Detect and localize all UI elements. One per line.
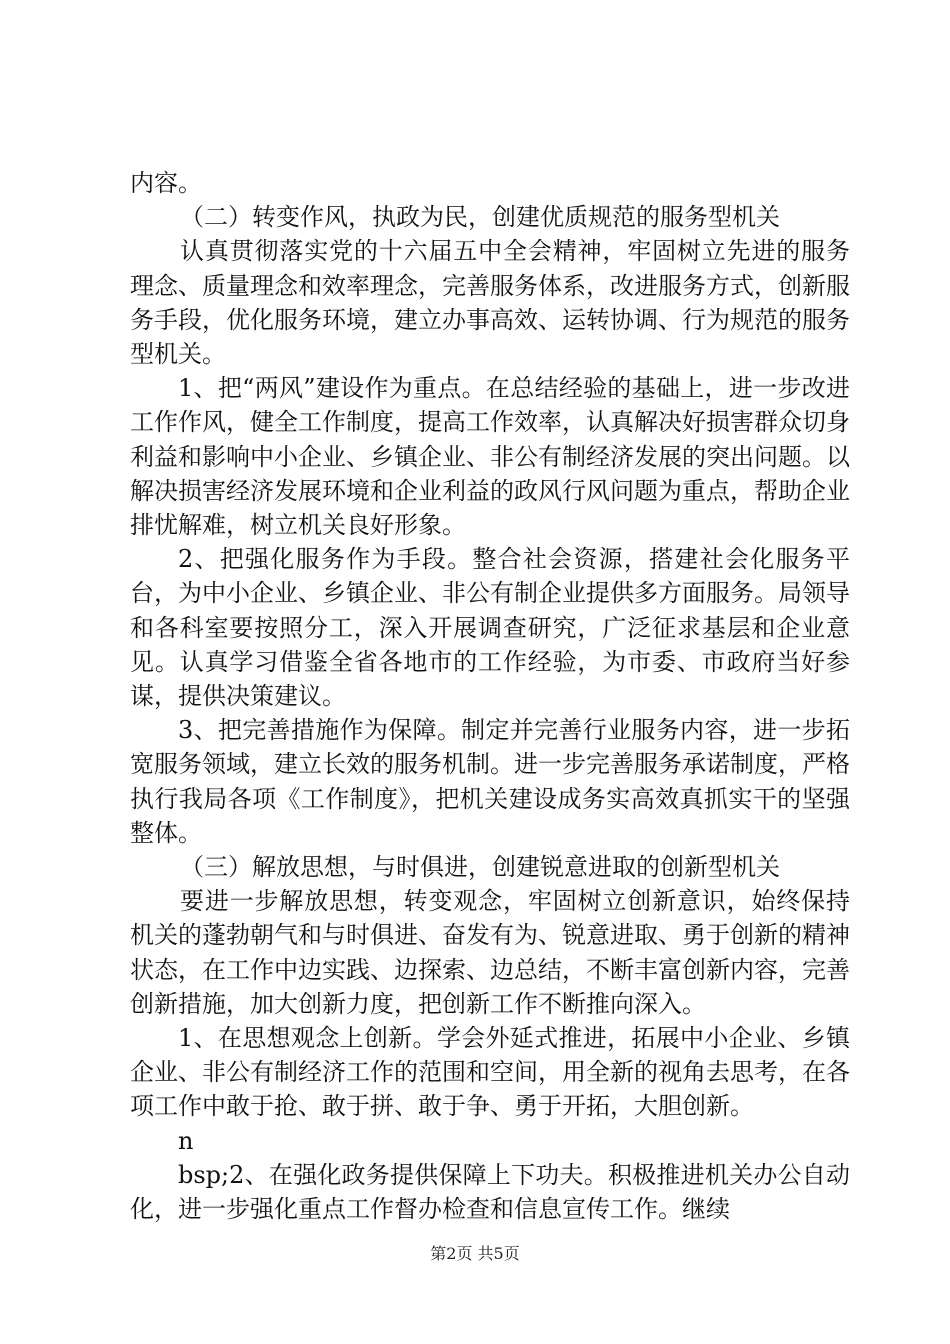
section-heading: （三）解放思想，与时俱进，创建锐意进取的创新型机关	[180, 853, 780, 882]
paragraph: 要进一步解放思想，转变观念，牢固树立创新意识，始终保持机关的蓬勃朝气和与时俱进、奋发有为、锐意进取、勇于创新的精神状态，在工作中边实践、边探索、边总结，不断丰富创新内容，完善创新措施，加大创新力度，把创新工作不断推向深入。	[130, 887, 850, 1018]
paragraph: 1、把“两风”建设作为重点。在总结经验的基础上，进一步改进工作作风，健全工作制度，提高工作效率，认真解决好损害群众切身利益和影响中小企业、乡镇企业、非公有制经济发展的突出问题。以解决损害经济发展环境和企业利益的政风行风问题为重点，帮助企业排忧解难，树立机关良好形象。	[130, 374, 850, 540]
paragraph: 1、在思想观念上创新。学会外延式推进，拓展中小企业、乡镇企业、非公有制经济工作的范围和空间，用全新的视角去思考，在各项工作中敢于抢、敢于拼、敢于争、勇于开拓，大胆创新。	[130, 1024, 850, 1121]
paragraph: n	[178, 1126, 194, 1155]
paragraph: bsp;2、在强化政务提供保障上下功夫。积极推进机关办公自动化，进一步强化重点工作督办检查和信息宣传工作。继续	[130, 1160, 850, 1224]
document-body	[130, 166, 850, 1226]
page-footer	[0, 1244, 950, 1264]
paragraph: 2、把强化服务作为手段。整合社会资源，搭建社会化服务平台，为中小企业、乡镇企业、非公有制企业提供多方面服务。局领导和各科室要按照分工，深入开展调查研究，广泛征求基层和企业意见。认真学习借鉴全省各地市的工作经验，为市委、市政府当好参谋，提供决策建议。	[130, 545, 850, 711]
paragraph: 内容。	[130, 169, 202, 197]
paragraph: 认真贯彻落实党的十六届五中全会精神，牢固树立先进的服务理念、质量理念和效率理念，完善服务体系，改进服务方式，创新服务手段，优化服务环境，建立办事高效、运转协调、行为规范的服务型机关。	[130, 237, 850, 369]
section-heading: （二）转变作风，执政为民，创建优质规范的服务型机关	[180, 203, 780, 232]
page-number-label: 第2页 共5页	[430, 1244, 520, 1263]
paragraph: 3、把完善措施作为保障。制定并完善行业服务内容，进一步拓宽服务领域，建立长效的服务机制。进一步完善服务承诺制度，严格执行我局各项《工作制度》，把机关建设成务实高效真抓实干的坚强整体。	[130, 716, 850, 847]
